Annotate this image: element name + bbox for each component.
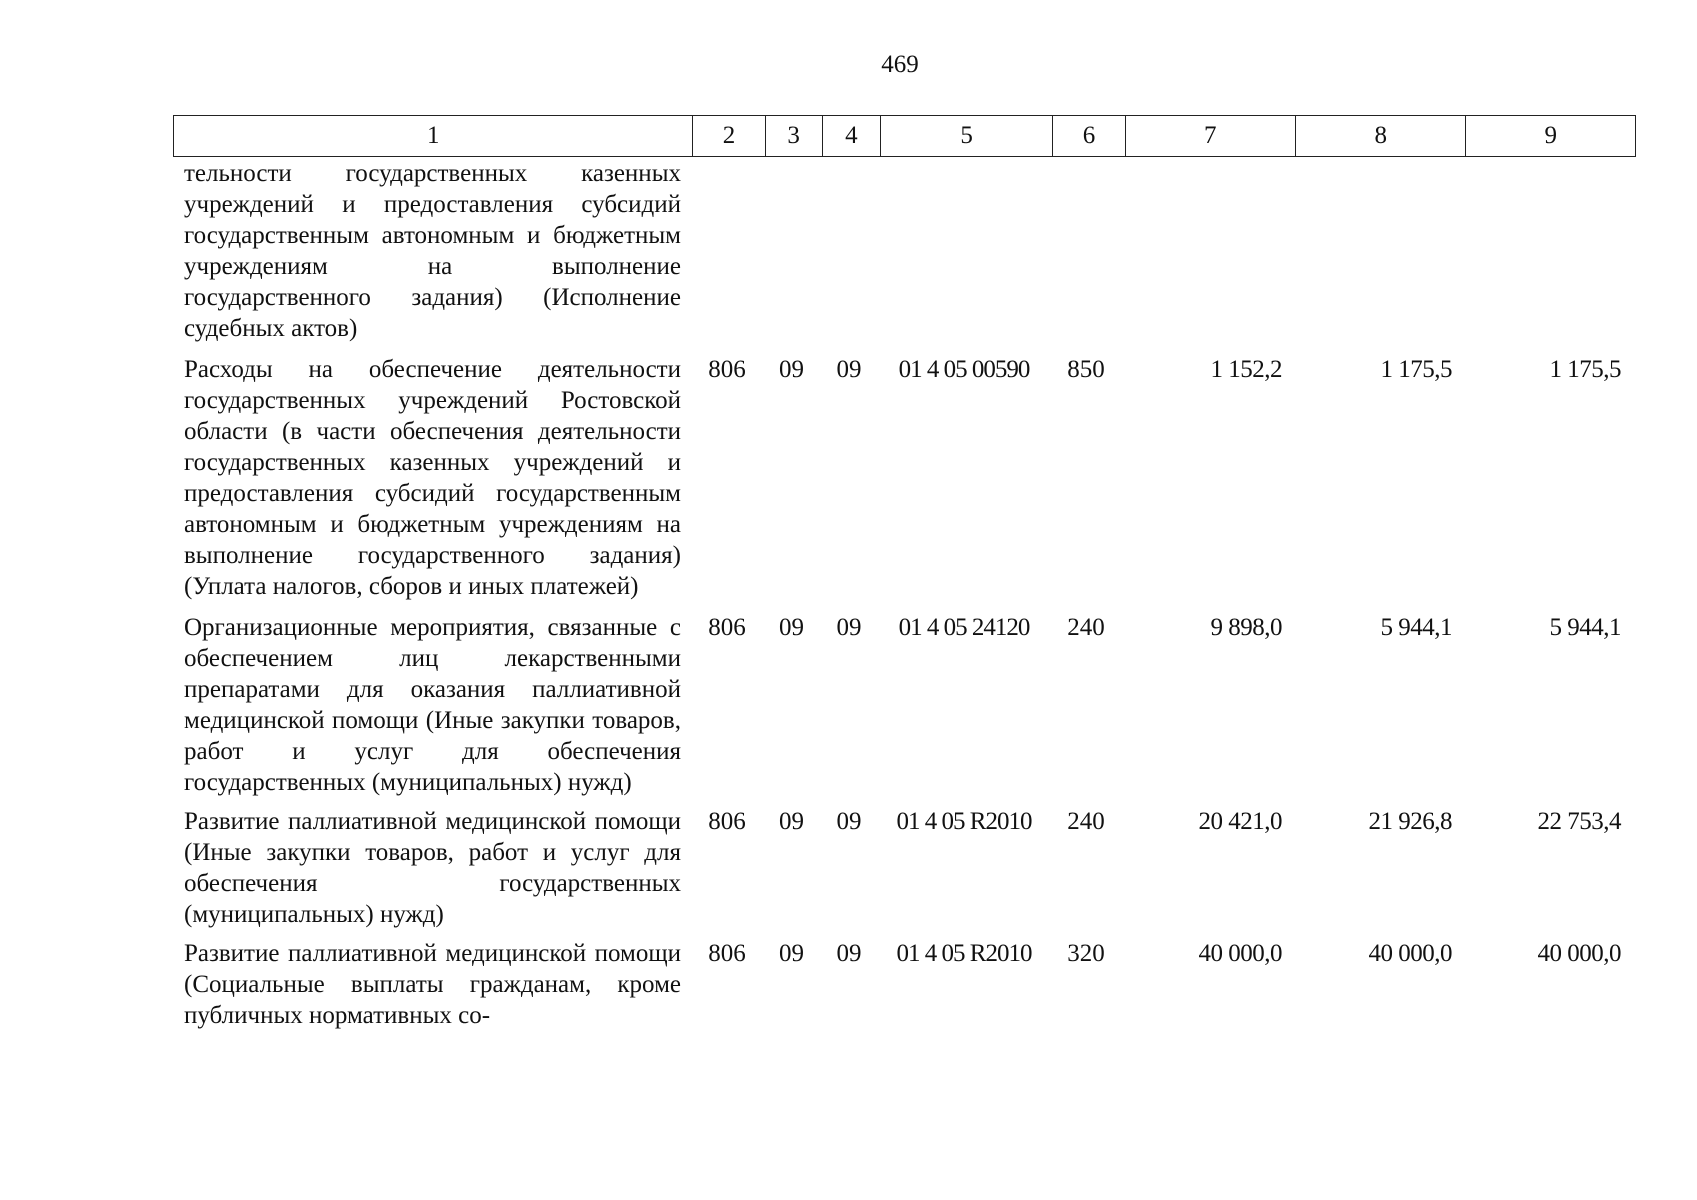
cell-target-article: 01 4 05 24120 (898, 614, 1030, 641)
cell-expense-type: 240 (1067, 808, 1105, 835)
cell-amount-8: 1 175,5 (1380, 356, 1452, 383)
table-row (173, 612, 1636, 798)
cell-section-code: 09 (779, 808, 804, 835)
row-description: Развитие паллиативной медицинской помощи (Иные закупки товаров, работ и услуг для обеспечения государственных (муниципальных) нужд) (184, 808, 681, 928)
cell-amount-9: 5 944,1 (1549, 614, 1621, 641)
row-description: Развитие паллиативной медицинской помощи (Социальные выплаты гражданам, кроме публичных нормативных со- (184, 940, 681, 1029)
table-row (173, 806, 1636, 930)
cell-section-code: 09 (779, 356, 804, 383)
table-row (173, 158, 1636, 344)
page-number: 469 (881, 51, 919, 78)
cell-ministry-code: 806 (708, 940, 746, 967)
cell-amount-9: 1 175,5 (1549, 356, 1621, 383)
table-body (173, 158, 1636, 1031)
cell-subsection-code: 09 (836, 808, 862, 835)
cell-subsection-code: 09 (836, 614, 862, 641)
cell-amount-7: 20 421,0 (1198, 808, 1282, 835)
column-header-6: 6 (1053, 116, 1125, 157)
table-row (173, 354, 1636, 602)
column-header-9: 9 (1466, 116, 1636, 157)
cell-amount-8: 5 944,1 (1380, 614, 1452, 641)
cell-subsection-code: 09 (836, 940, 862, 967)
column-header-7: 7 (1125, 116, 1295, 157)
cell-target-article: 01 4 05 00590 (898, 356, 1030, 383)
cell-expense-type: 320 (1067, 940, 1105, 967)
cell-expense-type: 240 (1067, 614, 1105, 641)
cell-ministry-code: 806 (708, 808, 746, 835)
column-header-8: 8 (1296, 116, 1466, 157)
cell-target-article: 01 4 05 R2010 (896, 808, 1032, 835)
cell-target-article: 01 4 05 R2010 (896, 940, 1032, 967)
cell-subsection-code: 09 (836, 356, 862, 383)
table-header (173, 115, 1636, 157)
row-description: тельности государственных казенных учреждений и предоставления субсидий государственным автономным и бюджетным учреждениям на выполнение государственного задания) (Исполнение судебных актов) (184, 160, 681, 342)
cell-amount-9: 40 000,0 (1537, 940, 1621, 967)
column-header-5: 5 (880, 116, 1052, 157)
cell-amount-7: 9 898,0 (1210, 614, 1282, 641)
cell-amount-8: 40 000,0 (1368, 940, 1452, 967)
column-header-2: 2 (693, 116, 765, 157)
cell-ministry-code: 806 (708, 356, 746, 383)
cell-section-code: 09 (779, 940, 804, 967)
cell-amount-7: 1 152,2 (1210, 356, 1282, 383)
column-header-4: 4 (822, 116, 880, 157)
cell-amount-9: 22 753,4 (1537, 808, 1621, 835)
row-description: Расходы на обеспечение деятельности государственных учреждений Ростовской области (в части обеспечения деятельности государственных казенных учреждений и предоставления субсидий государственным автономным и бюджетным учреждениям на выполнение государственного задания) (Уплата налогов, сборов и иных платежей) (184, 356, 681, 600)
cell-amount-7: 40 000,0 (1198, 940, 1282, 967)
column-header-1: 1 (174, 116, 693, 157)
cell-section-code: 09 (779, 614, 804, 641)
row-description: Организационные мероприятия, связанные с обеспечением лиц лекарственными препаратами для оказания паллиативной медицинской помощи (Иные закупки товаров, работ и услуг для обеспечения государственных (муниципальных) нужд) (184, 614, 681, 796)
cell-ministry-code: 806 (708, 614, 746, 641)
table-row (173, 938, 1636, 1031)
column-header-3: 3 (765, 116, 822, 157)
cell-expense-type: 850 (1067, 356, 1105, 383)
cell-amount-8: 21 926,8 (1368, 808, 1452, 835)
